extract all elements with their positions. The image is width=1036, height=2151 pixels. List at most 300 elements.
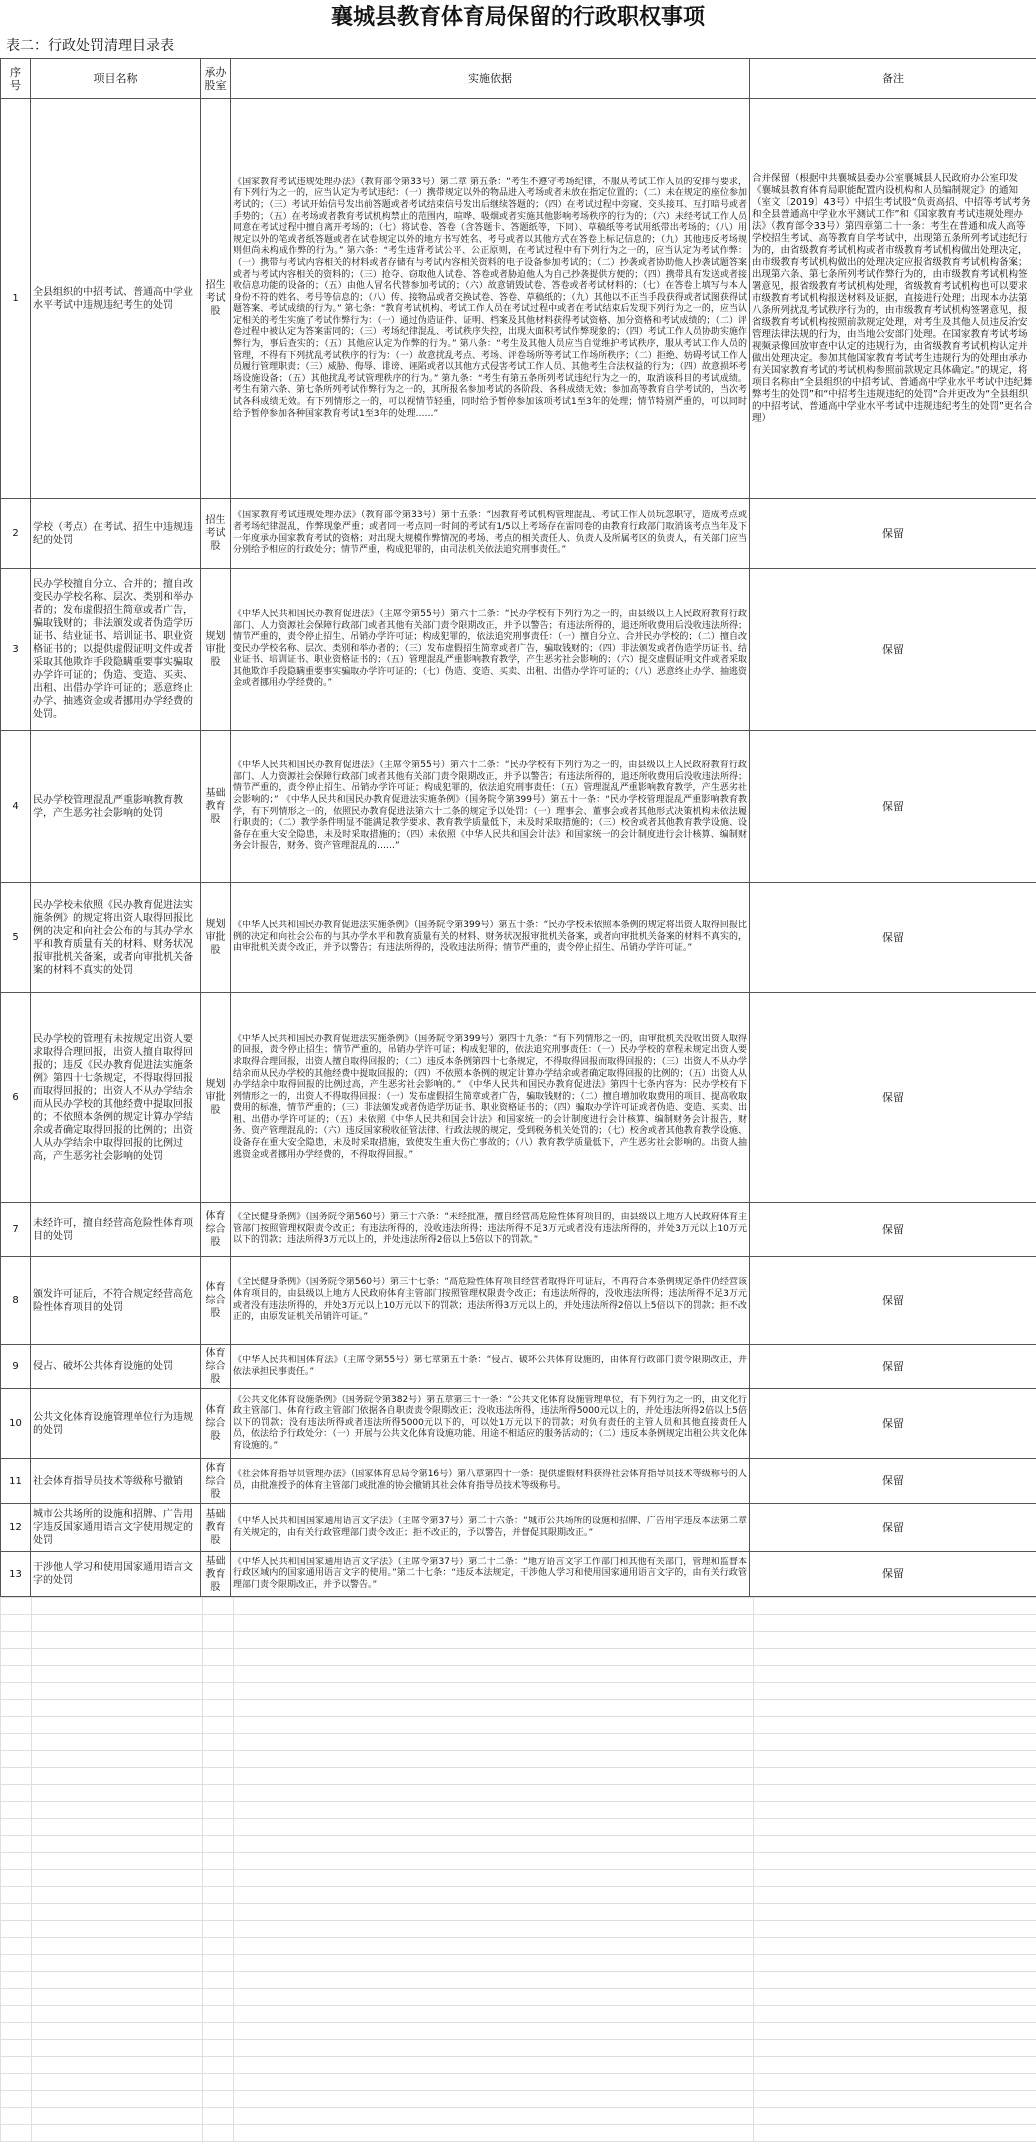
empty-grid-cell: [1, 1768, 32, 1785]
empty-grid-cell: [234, 1615, 754, 1632]
empty-grid-cell: [32, 1683, 203, 1700]
empty-grid-cell: [234, 1870, 754, 1887]
empty-grid-cell: [203, 2040, 234, 2057]
legal-basis: [231, 731, 750, 883]
remark: [750, 1459, 1036, 1504]
table-row: [1, 1504, 1036, 1552]
empty-grid-cell: [234, 1734, 754, 1751]
handling-department-text: 基础教育股: [205, 1555, 226, 1593]
legal-basis-text: 《中华人民共和国国家通用语言文字法》（主席令第37号）第二十二条：“地方语言文字工作部门和其他有关部门，管理和监督本行政区域内的国家通用语言文字的使用。”第二十七条：“违反本法规定，干涉他人学习和使用国家通用语言文字的，由有关行政管理部门责令限期改正，并予以警告。”: [233, 1556, 747, 1590]
item-name: [31, 1552, 201, 1597]
empty-grid-cell: [234, 1802, 754, 1819]
table-row: [1, 1345, 1036, 1389]
row-number-text: 1: [12, 293, 19, 304]
table-row: [1, 993, 1036, 1203]
item-name-text: 全县组织的中招考试、普通高中学业水平考试中违规违纪考生的处罚: [33, 286, 193, 311]
empty-grid-cell: [1, 1938, 32, 1955]
empty-grid-cell: [1, 2057, 32, 2074]
empty-grid-cell: [234, 2125, 754, 2142]
legal-basis: [231, 993, 750, 1203]
empty-grid-cell: [234, 2040, 754, 2057]
header-basis: 实施依据: [231, 59, 750, 99]
item-name-text: 民办学校的管理有未按规定出资人要求取得合理回报，出资人擅自取得回报的；违反《民办教育促进法实施条例》第四十七条规定，不得取得回报而取得回报的；出资人不从办学结余而从民办学校的其他经费中提取回报的；不依照本条例的规定计算办学结余或者确定取得回报的比例的；出资人从办学结余中取得回报的比例过高，产生恶劣社会影响的处罚: [33, 1033, 193, 1162]
handling-department: [201, 1459, 231, 1504]
empty-grid-cell: [1, 1836, 32, 1853]
empty-grid-cell: [203, 2125, 234, 2142]
empty-grid-cell: [32, 1887, 203, 1904]
item-name-text: 民办学校未依照《民办教育促进法实施条例》的规定将出资人取得回报比例的决定和向社会公布的与其办学水平和教育质量有关的材料、财务状况报审批机关备案，或者向审批机关备案的材料不真实的处罚: [33, 899, 193, 976]
empty-grid-cell: [203, 1853, 234, 1870]
empty-grid-cell: [32, 1717, 203, 1734]
handling-department-text: 体育综合股: [205, 1348, 226, 1385]
empty-grid-cell: [203, 2108, 234, 2125]
legal-basis-text: 《中华人民共和国国家通用语言文字法》（主席令第37号）第二十六条：“城市公共场所的设施和招牌、广告用字违反本法第二章有关规定的，由有关行政管理部门责令改正；拒不改正的，予以警告，并督促其限期改正。”: [233, 1515, 747, 1538]
legal-basis-text: 《国家教育考试违规处理办法》（教育部令第33号）第十五条：“因教育考试机构管理混乱、考试工作人员玩忽职守，造成考点或者考场纪律混乱，作弊现象严重；或者同一考点同一时间的考试有1/5以上考场存在雷同卷的由教育行政部门取消该考点当年及下一年度承办国家教育考试的资格；对出现大规模作弊情况的考场、考点的相关责任人、负责人及所属考区的负责人，有关部门应当分别给予相应的行政处分；情节严重，构成犯罪的，由司法机关依法追究刑事责任。”: [233, 510, 747, 556]
table-row: [1, 1552, 1036, 1597]
row-number-text: 8: [12, 1295, 19, 1306]
empty-grid-cell: [1, 1666, 32, 1683]
empty-grid-row: [1, 1785, 1036, 1802]
row-number: [1, 1504, 31, 1552]
handling-department-text: 体育综合股: [205, 1405, 226, 1442]
remark-text: 合并保留（根据中共襄城县委办公室襄城县人民政府办公室印发《襄城县教育体育局职能配置内设机构和人员编制规定》的通知（室文〔2019〕43号）中招生考试股“负责高招、中招等考试考务和全县普通高中学业水平测试工作”和《国家教育考试违规处理办法》（教育部令33号）第四章第二十一条：考生在普通和成人高等学校招生考试、高等教育自学考试中，出现第五条所列考试违纪行为的，由省级教育考试机构或者市级教育考试机构做出处理决定，由市级教育考试机构做出的处理决定应报省级教育考试机构备案；出现第六条、第七条所列考试作弊行为的，由市级教育考试机构签署意见，报省级教育考试机构处理，省级教育考试机构也可以要求市级教育考试机构报送材料及证据，直接进行处理；出现本办法第八条所列扰乱考试秩序行为的，由市级教育考试机构签署意见，报省级教育考试机构按照前款规定处理，对考生及其他人员违反治安管理法律法规的行为，由当地公安部门处理。在国家教育考试考场视频录像回放审查中认定的违规行为，由省级教育考试机构认定并做出处理决定。参加其他国家教育考试考生违规行为的处理由承办有关国家教育考试的考试机构参照前款规定具体确定。”的规定，将项目名称由“全县组织的中招考试、普通高中学业水平考试中违纪舞弊考生的处罚”和“中招考生违规违纪的处罚”合并更改为“全县组织的中招考试、普通高中学业水平考试中违规违纪考生的处罚”更名合理）: [752, 172, 1033, 424]
empty-grid-cell: [203, 1955, 234, 1972]
row-number: [1, 731, 31, 883]
table-row: [1, 731, 1036, 883]
empty-grid-cell: [234, 1683, 754, 1700]
row-number: [1, 1345, 31, 1389]
empty-grid-cell: [203, 1751, 234, 1768]
legal-basis-text: 《中华人民共和国民办教育促进法实施条例》（国务院令第399号）第四十九条：“有下列情形之一的，由审批机关没收出资人取得的回报，责令停止招生；情节严重的，吊销办学许可证；构成犯罪的，依法追究刑事责任：（一）民办学校的章程未规定出资人要求取得合理回报，出资人擅自取得回报的；（二）违反本条例第四十七条规定，不得取得回报而取得回报的；（三）出资人不从办学结余而从民办学校的其他经费中提取回报的；（四）不依照本条例的规定计算办学结余或者确定取得回报的比例的；（五）出资人从办学结余中取得回报的比例过高，产生恶劣社会影响的。” 《中华人民共和国民办教育促进法》第四十七条内容为：民办学校有下列情形之一的，出资人不得取得回报：（一）发布虚假招生简章或者广告，骗取钱财的；（二）擅自增加收取费用的项目、提高收取费用的标准，情节严重的；（三）非法颁发或者伪造学历证书、职业资格证书的；（四）骗取办学许可证或者伪造、变造、买卖、出租、出借办学许可证的；（五）未依照《中华人民共和国会计法》和国家统一的会计制度进行会计核算、编制财务会计报告，财务、资产管理混乱的；（六）违反国家税收征管法律、行政法规的规定，受到税务机关处罚的；（七）校舍或者其他教育教学设施、设备存在重大安全隐患，未及时采取措施，致使发生重大伤亡事故的；（八）教育教学质量低下，产生恶劣社会影响的。出资人抽逃资金或者挪用办学经费的，不得取得回报。”: [233, 1033, 747, 1160]
empty-grid-cell: [1, 2108, 32, 2125]
empty-grid-row: [1, 1598, 1036, 1615]
empty-grid-cell: [1, 1717, 32, 1734]
item-name: [31, 1257, 201, 1345]
empty-grid-cell: [32, 1904, 203, 1921]
item-name: [31, 99, 201, 499]
empty-grid-cell: [234, 1785, 754, 1802]
empty-grid-cell: [32, 2125, 203, 2142]
legal-basis-text: 《社会体育指导员管理办法》（国家体育总局令第16号）第八章第四十一条：提供虚假材料获得社会体育指导员技术等级称号的人员，由批准授予的体育主管部门或批准的协会撤销其社会体育指导员技术等级称号。: [233, 1469, 747, 1491]
empty-grid-cell: [234, 1972, 754, 1989]
empty-grid-cell: [32, 1989, 203, 2006]
empty-grid-cell: [203, 2074, 234, 2091]
header-dept: 承办 股室: [201, 59, 231, 99]
legal-basis: [231, 1389, 750, 1459]
empty-grid-cell: [754, 1785, 1036, 1802]
empty-grid-cell: [234, 1853, 754, 1870]
empty-grid-cell: [754, 2108, 1036, 2125]
empty-grid-cell: [1, 1751, 32, 1768]
empty-grid-cell: [754, 1683, 1036, 1700]
empty-grid-cell: [234, 1819, 754, 1836]
empty-grid-cell: [1, 1785, 32, 1802]
empty-grid-cell: [203, 1938, 234, 1955]
empty-grid-cell: [32, 1802, 203, 1819]
empty-grid-cell: [754, 2125, 1036, 2142]
empty-grid-cell: [1, 2074, 32, 2091]
empty-grid-cell: [754, 2091, 1036, 2108]
empty-grid-cell: [234, 1666, 754, 1683]
item-name-text: 干涉他人学习和使用国家通用语言文字的处罚: [33, 1562, 193, 1586]
empty-grid-cell: [1, 1734, 32, 1751]
empty-grid-cell: [754, 1989, 1036, 2006]
handling-department-text: 基础教育股: [205, 788, 226, 825]
remark-text: 保留: [882, 800, 904, 813]
empty-grid-cell: [203, 1768, 234, 1785]
empty-grid-cell: [203, 1700, 234, 1717]
empty-grid-cell: [32, 1921, 203, 1938]
empty-grid-cell: [234, 1955, 754, 1972]
handling-department-text: 体育综合股: [205, 1282, 226, 1319]
table-row: [1, 1459, 1036, 1504]
legal-basis: [231, 569, 750, 731]
empty-grid-cell: [32, 2040, 203, 2057]
handling-department: [201, 1257, 231, 1345]
remark: [750, 569, 1036, 731]
row-number: [1, 569, 31, 731]
table-row: [1, 1389, 1036, 1459]
empty-grid-cell: [1, 2023, 32, 2040]
empty-grid-row: [1, 1751, 1036, 1768]
empty-grid-cell: [203, 1615, 234, 1632]
handling-department: [201, 569, 231, 731]
empty-grid-row: [1, 1632, 1036, 1649]
empty-grid-row: [1, 1836, 1036, 1853]
empty-grid-cell: [32, 1938, 203, 1955]
empty-grid-row: [1, 1853, 1036, 1870]
empty-grid-cell: [32, 2091, 203, 2108]
handling-department: [201, 1345, 231, 1389]
row-number-text: 6: [12, 1092, 19, 1103]
item-name: [31, 1459, 201, 1504]
empty-grid-cell: [32, 1649, 203, 1666]
empty-grid-cell: [32, 1853, 203, 1870]
legal-basis-text: 《公共文化体育设施条例》（国务院令第382号）第五章第三十一条：“公共文化体育设施管理单位，有下列行为之一的，由文化行政主管部门、体育行政主管部门依据各自职责责令限期改正；没收违法所得，违法所得5000元以上的，并处违法所得2倍以上5倍以下的罚款；没有违法所得或者违法所得5000元以下的，可以处1万元以下的罚款；对负有责任的主管人员和其他直接责任人员，依法给予行政处分：（一）开展与公共文化体育设施功能、用途不相适应的服务活动的；（二）违反本条例规定出租公共文化体育设施的。”: [233, 1394, 747, 1451]
empty-grid-cell: [754, 1887, 1036, 1904]
empty-grid-cell: [1, 2040, 32, 2057]
empty-grid-cell: [234, 2108, 754, 2125]
remark: [750, 1345, 1036, 1389]
empty-grid-row: [1, 2006, 1036, 2023]
row-number: [1, 499, 31, 569]
remark: [750, 1203, 1036, 1257]
empty-grid-cell: [754, 2023, 1036, 2040]
row-number: [1, 1257, 31, 1345]
table-subtitle: 表二：行政处罚清理目录表: [6, 38, 174, 54]
empty-grid-cell: [754, 1734, 1036, 1751]
handling-department-text: 规划审批股: [205, 919, 226, 956]
item-name-text: 学校（考点）在考试、招生中违规违纪的处罚: [33, 521, 193, 546]
handling-department: [201, 1203, 231, 1257]
header-name: 项目名称: [31, 59, 201, 99]
empty-grid-cell: [234, 2091, 754, 2108]
empty-grid-cell: [754, 1598, 1036, 1615]
header-remark: 备注: [750, 59, 1036, 99]
empty-grid-cell: [1, 1598, 32, 1615]
empty-grid-cell: [32, 2023, 203, 2040]
empty-grid-cell: [32, 2074, 203, 2091]
remark-text: 保留: [882, 527, 904, 540]
empty-grid-row: [1, 1666, 1036, 1683]
item-name-text: 民办学校擅自分立、合并的；擅自改变民办学校名称、层次、类别和举办者的；发布虚假招生简章或者广告，骗取钱财的；非法颁发或者伪造学历证书、结业证书、培训证书、职业资格证书的；以提供虚假证明文件或者采取其他欺诈手段隐瞒重要事实骗取办学许可证的；伪造、变造、买卖、出租、出借办学许可证的；恶意终止办学、抽逃资金或者挪用办学经费的处罚。: [33, 579, 193, 720]
item-name: [31, 569, 201, 731]
remark-text: 保留: [882, 1475, 904, 1487]
row-number-text: 13: [9, 1568, 22, 1580]
empty-grid-cell: [203, 2023, 234, 2040]
handling-department: [201, 883, 231, 993]
row-number-text: 11: [9, 1475, 22, 1487]
row-number: [1, 1459, 31, 1504]
empty-grid-cell: [234, 2006, 754, 2023]
empty-grid-cell: [234, 2023, 754, 2040]
legal-basis: [231, 1257, 750, 1345]
empty-grid-cell: [203, 2006, 234, 2023]
row-number: [1, 1203, 31, 1257]
empty-grid-cell: [1, 1955, 32, 1972]
empty-grid-row: [1, 2091, 1036, 2108]
legal-basis: [231, 99, 750, 499]
empty-grid-row: [1, 1802, 1036, 1819]
row-number: [1, 1552, 31, 1597]
empty-grid-cell: [1, 1972, 32, 1989]
legal-basis: [231, 499, 750, 569]
empty-grid-row: [1, 1955, 1036, 1972]
empty-grid-cell: [234, 1751, 754, 1768]
empty-grid-row: [1, 1819, 1036, 1836]
empty-grid-row: [1, 2023, 1036, 2040]
empty-grid-cell: [1, 1700, 32, 1717]
empty-grid-cell: [234, 2074, 754, 2091]
handling-department: [201, 99, 231, 499]
empty-grid-row: [1, 1768, 1036, 1785]
empty-grid-cell: [32, 1734, 203, 1751]
empty-spreadsheet-grid: [0, 1597, 1036, 2142]
empty-grid-cell: [1, 1921, 32, 1938]
empty-grid-row: [1, 2108, 1036, 2125]
row-number: [1, 883, 31, 993]
remark: [750, 1552, 1036, 1597]
empty-grid-cell: [754, 2074, 1036, 2091]
empty-grid-cell: [32, 1972, 203, 1989]
empty-grid-cell: [754, 1904, 1036, 1921]
empty-grid-row: [1, 1649, 1036, 1666]
empty-grid-cell: [203, 1683, 234, 1700]
empty-grid-cell: [754, 1632, 1036, 1649]
empty-grid-cell: [234, 1921, 754, 1938]
legal-basis-text: 《中华人民共和国民办教育促进法》（主席令第55号）第六十二条：“民办学校有下列行为之一的，由县级以上人民政府教育行政部门、人力资源社会保障行政部门或者其他有关部门责令限期改正，并予以警告；有违法所得的，退还所收费用后没收违法所得；情节严重的，责令停止招生、吊销办学许可证；构成犯罪的，依法追究刑事责任：（五）管理混乱严重影响教育教学，产生恶劣社会影响的；” 《中华人民共和国民办教育促进法实施条例》（国务院令第399号）第五十一条：“民办学校管理混乱严重影响教育教学，有下列情形之一的，依照民办教育促进法第六十二条的规定予以处罚：（一）理事会、董事会或者其他形式决策机构未依法履行职责的；（二）教学条件明显不能满足教学要求、教育教学质量低下，未及时采取措施的；（三）校舍或者其他教育教学设施、设备存在重大安全隐患，未及时采取措施的；（四）未依照《中华人民共和国会计法》和国家统一的会计制度进行会计核算、编制财务会计报告，财务、资产管理混乱的……”: [233, 760, 747, 852]
empty-grid-cell: [1, 2125, 32, 2142]
empty-grid-cell: [32, 1615, 203, 1632]
item-name: [31, 883, 201, 993]
empty-grid-row: [1, 1904, 1036, 1921]
empty-grid-cell: [234, 1904, 754, 1921]
item-name: [31, 1504, 201, 1552]
item-name-text: 社会体育指导员技术等级称号撤销: [33, 1475, 183, 1487]
empty-grid-cell: [32, 1819, 203, 1836]
empty-grid-cell: [234, 1836, 754, 1853]
item-name: [31, 731, 201, 883]
row-number-text: 2: [12, 528, 19, 539]
handling-department: [201, 993, 231, 1203]
item-name-text: 侵占、破坏公共体育设施的处罚: [33, 1361, 173, 1372]
empty-grid-cell: [754, 1751, 1036, 1768]
remark: [750, 1389, 1036, 1459]
empty-grid-row: [1, 2040, 1036, 2057]
empty-grid-row: [1, 1938, 1036, 1955]
item-name: [31, 1345, 201, 1389]
remark-text: 保留: [882, 1091, 904, 1104]
empty-grid-cell: [203, 1802, 234, 1819]
penalty-catalog-table: [0, 58, 1036, 1597]
empty-grid-cell: [32, 1785, 203, 1802]
item-name: [31, 499, 201, 569]
empty-grid-cell: [32, 1598, 203, 1615]
table-row: [1, 499, 1036, 569]
row-number-text: 12: [9, 1522, 22, 1533]
header-no: 序 号: [1, 59, 31, 99]
empty-grid-cell: [1, 1649, 32, 1666]
empty-grid-cell: [754, 1768, 1036, 1785]
empty-grid-cell: [754, 1921, 1036, 1938]
handling-department-text: 体育综合股: [205, 1211, 226, 1248]
empty-grid-cell: [1, 2006, 32, 2023]
legal-basis: [231, 1504, 750, 1552]
empty-grid-cell: [234, 1768, 754, 1785]
empty-grid-cell: [754, 1802, 1036, 1819]
handling-department: [201, 499, 231, 569]
remark-text: 保留: [882, 1521, 904, 1534]
item-name-text: 公共文化体育设施管理单位行为违规的处罚: [33, 1411, 193, 1436]
handling-department-text: 招生考试股: [205, 280, 226, 317]
empty-grid-cell: [1, 1989, 32, 2006]
legal-basis-text: 《全民健身条例》（国务院令第560号）第三十七条：“高危险性体育项目经营者取得许可证后，不再符合本条例规定条件仍经营该体育项目的，由县级以上地方人民政府体育主管部门按照管理权限责令改正；有违法所得的，没收违法所得；违法所得不足3万元或者没有违法所得的，并处3万元以上10万元以下的罚款；违法所得3万元以上的，并处违法所得2倍以上5倍以下的罚款；拒不改正的，由原发证机关吊销许可证。”: [233, 1277, 747, 1323]
empty-grid-cell: [203, 1649, 234, 1666]
empty-grid-cell: [203, 1717, 234, 1734]
empty-grid-row: [1, 2057, 1036, 2074]
empty-grid-cell: [754, 2057, 1036, 2074]
handling-department: [201, 1552, 231, 1597]
empty-grid-cell: [754, 1972, 1036, 1989]
empty-grid-cell: [203, 2057, 234, 2074]
empty-grid-cell: [234, 1989, 754, 2006]
legal-basis-text: 《全民健身条例》（国务院令第560号）第三十六条：“未经批准，擅自经营高危险性体育项目的，由县级以上地方人民政府体育主管部门按照管理权限责令改正；有违法所得的，没收违法所得；违法所得不足3万元或者没有违法所得的，并处3万元以上10万元以下的罚款；违法所得3万元以上的，并处违法所得2倍以上5倍以下的罚款。”: [233, 1212, 747, 1246]
empty-grid-cell: [234, 1598, 754, 1615]
empty-grid-row: [1, 1989, 1036, 2006]
legal-basis: [231, 883, 750, 993]
empty-grid-cell: [32, 1870, 203, 1887]
empty-grid-cell: [754, 1870, 1036, 1887]
empty-grid-cell: [32, 1955, 203, 1972]
empty-grid-row: [1, 1683, 1036, 1700]
empty-grid-cell: [1, 1853, 32, 1870]
empty-grid-cell: [32, 1768, 203, 1785]
empty-grid-cell: [234, 1887, 754, 1904]
handling-department-text: 招生考试股: [205, 515, 226, 552]
empty-grid-cell: [1, 1904, 32, 1921]
empty-grid-cell: [754, 1819, 1036, 1836]
empty-grid-row: [1, 1972, 1036, 1989]
row-number-text: 4: [12, 801, 19, 812]
remark: [750, 1257, 1036, 1345]
row-number-text: 10: [9, 1418, 22, 1429]
row-number: [1, 99, 31, 499]
empty-grid-cell: [32, 1751, 203, 1768]
handling-department: [201, 731, 231, 883]
empty-grid-cell: [32, 1632, 203, 1649]
empty-grid-cell: [203, 1870, 234, 1887]
empty-grid-cell: [234, 1632, 754, 1649]
table-row: [1, 99, 1036, 499]
empty-grid-cell: [203, 2091, 234, 2108]
empty-grid-cell: [1, 1887, 32, 1904]
empty-grid-cell: [1, 1802, 32, 1819]
handling-department-text: 基础教育股: [205, 1509, 226, 1546]
empty-grid-row: [1, 1870, 1036, 1887]
empty-grid-cell: [754, 1955, 1036, 1972]
empty-grid-cell: [32, 1666, 203, 1683]
empty-grid-cell: [203, 1836, 234, 1853]
empty-grid-row: [1, 2125, 1036, 2142]
empty-grid-cell: [203, 1887, 234, 1904]
remark-text: 保留: [882, 1294, 904, 1307]
row-number-text: 5: [12, 932, 19, 943]
empty-grid-row: [1, 1734, 1036, 1751]
empty-grid-cell: [32, 2006, 203, 2023]
empty-grid-cell: [754, 2006, 1036, 2023]
remark: [750, 731, 1036, 883]
remark-text: 保留: [882, 1360, 904, 1373]
remark: [750, 883, 1036, 993]
empty-grid-cell: [234, 1938, 754, 1955]
row-number-text: 7: [12, 1224, 19, 1235]
item-name-text: 城市公共场所的设施和招牌、广告用字违反国家通用语言文字使用规定的处罚: [33, 1509, 193, 1546]
table-row: [1, 569, 1036, 731]
empty-grid-cell: [234, 1700, 754, 1717]
item-name: [31, 993, 201, 1203]
row-number-text: 9: [12, 1361, 19, 1372]
empty-grid-cell: [203, 1989, 234, 2006]
remark-text: 保留: [882, 1223, 904, 1236]
empty-grid-cell: [1, 1870, 32, 1887]
remark: [750, 1504, 1036, 1552]
empty-grid-cell: [754, 1649, 1036, 1666]
empty-grid-row: [1, 1700, 1036, 1717]
empty-grid-cell: [754, 1938, 1036, 1955]
legal-basis-text: 《中华人民共和国民办教育促进法》（主席令第55号）第六十二条：“民办学校有下列行为之一的，由县级以上人民政府教育行政部门、人力资源社会保障行政部门或者其他有关部门责令限期改正，并予以警告；有违法所得的，退还所收费用后没收违法所得；情节严重的，责令停止招生、吊销办学许可证；构成犯罪的，依法追究刑事责任：（一）擅自分立、合并民办学校的；（二）擅自改变民办学校名称、层次、类别和举办者的；（三）发布虚假招生简章或者广告，骗取钱财的；（四）非法颁发或者伪造学历证书、结业证书、培训证书、职业资格证书的；（五）管理混乱严重影响教育教学，产生恶劣社会影响的；（六）提交虚假证明文件或者采取其他欺诈手段隐瞒重要事实骗取办学许可证的；（七）伪造、变造、买卖、出租、出借办学许可证的；（八）恶意终止办学、抽逃资金或者挪用办学经费的。”: [233, 608, 747, 689]
item-name: [31, 1389, 201, 1459]
empty-grid-cell: [754, 1700, 1036, 1717]
empty-grid-cell: [754, 1853, 1036, 1870]
item-name-text: 颁发许可证后，不符合规定经营高危险性体育项目的处罚: [33, 1288, 193, 1313]
empty-grid-cell: [754, 1666, 1036, 1683]
empty-grid-cell: [1, 1819, 32, 1836]
legal-basis-text: 《中华人民共和国民办教育促进法实施条例》（国务院令第399号）第五十条：“民办学校未依照本条例的规定将出资人取得回报比例的决定和向社会公布的与其办学水平和教育质量有关的材料、财务状况报审批机关备案，或者向审批机关备案的材料不真实的，由审批机关责令改正，并予以警告；有违法所得的，没收违法所得；情节严重的，责令停止招生、吊销办学许可证。”: [233, 920, 747, 954]
empty-grid-cell: [1, 2091, 32, 2108]
legal-basis: [231, 1459, 750, 1504]
empty-grid-cell: [203, 1972, 234, 1989]
remark-text: 保留: [882, 643, 904, 656]
remark-text: 保留: [882, 1417, 904, 1430]
empty-grid-cell: [32, 1700, 203, 1717]
handling-department-text: 规划审批股: [205, 631, 226, 668]
empty-grid-cell: [203, 1819, 234, 1836]
empty-grid-row: [1, 1887, 1036, 1904]
item-name-text: 未经许可，擅自经营高危险性体育项目的处罚: [33, 1217, 193, 1242]
handling-department-text: 规划审批股: [205, 1079, 226, 1116]
item-name-text: 民办学校管理混乱严重影响教育教学，产生恶劣社会影响的处罚: [33, 794, 183, 819]
empty-grid-cell: [203, 1598, 234, 1615]
